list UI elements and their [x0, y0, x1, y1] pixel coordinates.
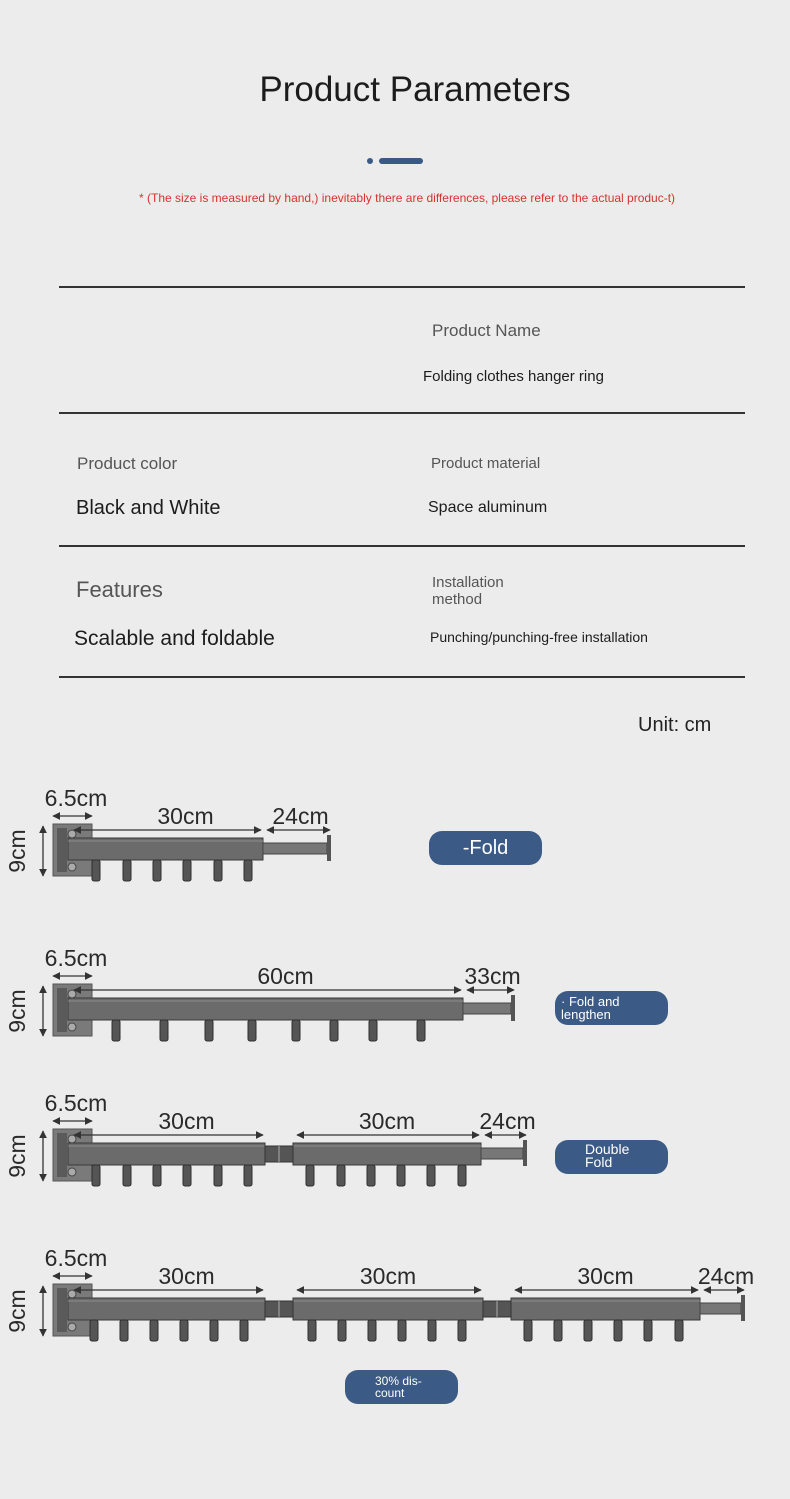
- clothes-hook: [120, 1320, 128, 1341]
- page-title: Product Parameters: [259, 70, 571, 109]
- unit-label: Unit: cm: [638, 714, 712, 736]
- extension-rod: [263, 843, 327, 854]
- mount-screw: [68, 830, 76, 838]
- base-dimension-label: 6.5cm: [44, 785, 108, 811]
- extension-rod: [481, 1148, 523, 1159]
- clothes-hook: [417, 1020, 425, 1041]
- segment-dimension-label: 30cm: [157, 803, 214, 829]
- clothes-hook: [398, 1320, 406, 1341]
- wall-mount-hinge: [57, 828, 67, 872]
- clothes-hook: [644, 1320, 652, 1341]
- clothes-hook: [123, 1165, 131, 1186]
- clothes-hook: [614, 1320, 622, 1341]
- clothes-hook: [214, 860, 222, 881]
- extension-dimension-label: 24cm: [479, 1108, 536, 1134]
- product-color-value: Black and White: [76, 497, 221, 519]
- extension-end-cap: [741, 1295, 745, 1321]
- clothes-hook: [214, 1165, 222, 1186]
- clothes-hook: [337, 1165, 345, 1186]
- clothes-hook: [248, 1020, 256, 1041]
- clothes-hook: [330, 1020, 338, 1041]
- segment-dimension-label: 60cm: [257, 963, 314, 989]
- clothes-hook: [584, 1320, 592, 1341]
- badge-fold: -Fold: [429, 831, 542, 865]
- features-label: Features: [76, 577, 163, 602]
- clothes-hook: [524, 1320, 532, 1341]
- clothes-hook: [180, 1320, 188, 1341]
- clothes-hook: [458, 1320, 466, 1341]
- clothes-hook: [244, 860, 252, 881]
- mount-screw: [68, 1323, 76, 1331]
- base-dimension-label: 6.5cm: [44, 1245, 108, 1271]
- clothes-hook: [240, 1320, 248, 1341]
- clothes-hook: [368, 1320, 376, 1341]
- clothes-hook: [153, 1165, 161, 1186]
- badge-double-fold: Double Fold: [555, 1140, 668, 1174]
- clothes-hook: [90, 1320, 98, 1341]
- installation-method-value: Punching/punching-free installation: [430, 629, 648, 645]
- segment-dimension-label: 30cm: [577, 1263, 634, 1289]
- height-dimension-label: 9cm: [4, 829, 30, 873]
- mount-screw: [68, 1023, 76, 1031]
- height-dimension-label: 9cm: [4, 989, 30, 1033]
- mount-screw: [68, 1135, 76, 1143]
- product-material-value: Space aluminum: [428, 499, 548, 516]
- clothes-hook: [428, 1320, 436, 1341]
- measurement-note: * (The size is measured by hand,) inevitably there are differences, please refer to the actual produc-t): [139, 191, 676, 205]
- extension-dimension-label: 24cm: [697, 1263, 755, 1289]
- base-dimension-label: 6.5cm: [44, 945, 108, 971]
- product-color-label: Product color: [77, 454, 178, 473]
- extension-end-cap: [511, 995, 515, 1021]
- features-value: Scalable and foldable: [74, 627, 275, 650]
- segment-dimension-label: 30cm: [158, 1108, 215, 1134]
- clothes-hook: [308, 1320, 316, 1341]
- clothes-hook: [183, 860, 191, 881]
- product-name-label: Product Name: [432, 321, 541, 340]
- clothes-hook: [306, 1165, 314, 1186]
- clothes-hook: [112, 1020, 120, 1041]
- height-dimension-label: 9cm: [4, 1134, 30, 1178]
- badge-discount: 30% dis-count: [345, 1370, 458, 1404]
- segment-dimension-label: 30cm: [359, 1263, 417, 1289]
- extension-end-cap: [327, 835, 331, 861]
- extension-rod: [700, 1303, 741, 1314]
- wall-mount-hinge: [57, 1133, 67, 1177]
- wall-mount-hinge: [57, 1288, 67, 1332]
- clothes-hook: [675, 1320, 683, 1341]
- clothes-hook: [367, 1165, 375, 1186]
- clothes-hook: [150, 1320, 158, 1341]
- clothes-hook: [92, 1165, 100, 1186]
- extension-dimension-label: 33cm: [464, 963, 521, 989]
- clothes-hook: [205, 1020, 213, 1041]
- clothes-hook: [397, 1165, 405, 1186]
- product-material-label: Product material: [431, 455, 541, 472]
- extension-rod: [463, 1003, 511, 1014]
- mount-screw: [68, 990, 76, 998]
- base-dimension-label: 6.5cm: [44, 1090, 108, 1116]
- clothes-hook: [338, 1320, 346, 1341]
- clothes-hook: [210, 1320, 218, 1341]
- product-name-value: Folding clothes hanger ring: [423, 368, 604, 385]
- segment-dimension-label: 30cm: [158, 1263, 215, 1289]
- clothes-hook: [153, 860, 161, 881]
- clothes-hook: [292, 1020, 300, 1041]
- clothes-hook: [183, 1165, 191, 1186]
- height-dimension-label: 9cm: [4, 1289, 30, 1333]
- extension-dimension-label: 24cm: [272, 803, 329, 829]
- installation-method-label: Installation method: [432, 574, 504, 608]
- mount-screw: [68, 1168, 76, 1176]
- badge-fold-lengthen: · Fold and lengthen: [555, 991, 668, 1025]
- clothes-hook: [123, 860, 131, 881]
- clothes-hook: [160, 1020, 168, 1041]
- clothes-hook: [369, 1020, 377, 1041]
- mount-screw: [68, 863, 76, 871]
- clothes-hook: [92, 860, 100, 881]
- extension-end-cap: [523, 1140, 527, 1166]
- clothes-hook: [458, 1165, 466, 1186]
- clothes-hook: [427, 1165, 435, 1186]
- mount-screw: [68, 1290, 76, 1298]
- wall-mount-hinge: [57, 988, 67, 1032]
- clothes-hook: [554, 1320, 562, 1341]
- segment-dimension-label: 30cm: [358, 1108, 416, 1134]
- clothes-hook: [244, 1165, 252, 1186]
